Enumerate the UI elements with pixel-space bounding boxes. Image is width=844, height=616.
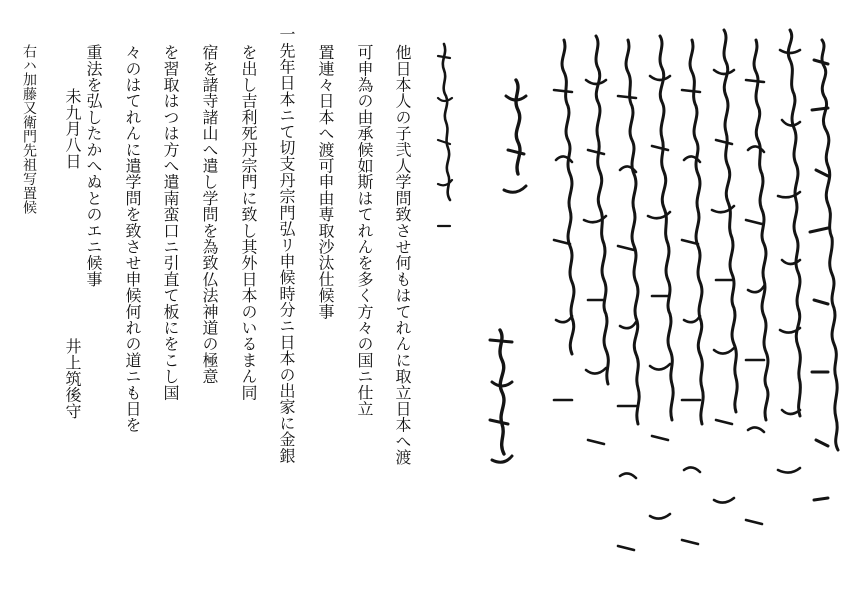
transcription-line-3: 置連々日本へ渡可申由専取沙汰仕候事 bbox=[316, 44, 335, 320]
transcription-line-5: を出し吉利死丹宗門に致し其外日本のいるまん同 bbox=[239, 44, 258, 401]
transcription-line-9: 重法を弘したかへぬとのエニ候事 bbox=[84, 44, 103, 287]
transcription-line-7: を習取はつは方へ遣南蛮口ニ引直て板にをこし国 bbox=[161, 44, 180, 401]
transcription-line-8: 々のはてれんに遣学問を致させ申候何れの道ニも日を bbox=[123, 44, 142, 433]
handwritten-manuscript-image bbox=[430, 0, 844, 616]
signer-name: 井上筑後守 bbox=[63, 338, 82, 419]
transcription-line-1: 他日本人の子弐人学問致させ何もはてれんに取立日本へ渡 bbox=[393, 44, 412, 466]
transcription-line-4: 一先年日本ニて切支丹宗門弘リ申候時分ニ日本の出家に金銀 bbox=[277, 26, 296, 464]
transcription-line-6: 宿を諸寺諸山へ遣し学問を為致仏法神道の極意 bbox=[200, 44, 219, 385]
transcription-line-2: 可申為の由承候如斯はてれんを多く方々の国ニ仕立 bbox=[355, 44, 374, 417]
document-date: 未九月八日 bbox=[63, 88, 82, 169]
transcription-heading: 右ハ加藤又衛門先祖写置候 bbox=[21, 44, 37, 215]
cursive-script-icon bbox=[430, 0, 844, 616]
